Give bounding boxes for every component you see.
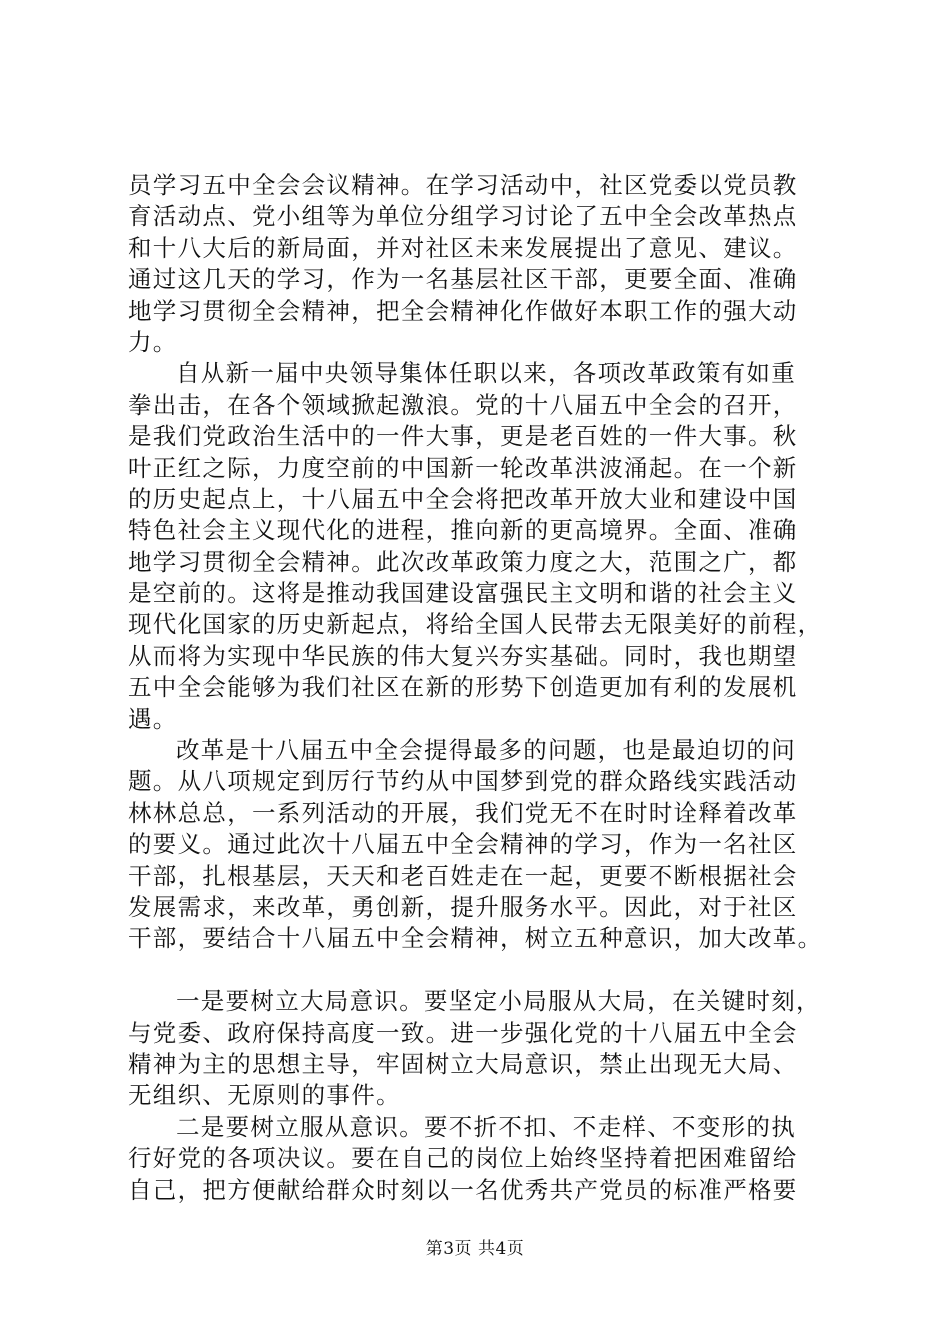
paragraph [128, 170, 848, 358]
paragraph-line: 林林总总，一系列活动的开展，我们党无不在时时诠释着改革 [128, 798, 798, 827]
paragraph-line: 与党委、政府保持高度一致。进一步强化党的十八届五中全会 [128, 1018, 798, 1047]
paragraph-line: 现代化国家的历史新起点，将给全国人民带去无限美好的前程， [128, 610, 823, 639]
paragraph-line: 自从新一届中央领导集体任职以来，各项改革政策有如重 [176, 359, 796, 388]
paragraph-line: 自己，把方便献给群众时刻以一名优秀共产党员的标准严格要 [128, 1175, 798, 1204]
paragraph-line: 一是要树立大局意识。要坚定小局服从大局，在关键时刻， [176, 987, 821, 1016]
paragraph-line: 地学习贯彻全会精神。此次改革政策力度之大，范围之广，都 [128, 547, 798, 576]
paragraph-spacer [128, 955, 848, 986]
paragraph-line: 是空前的。这将是推动我国建设富强民主文明和谐的社会主义 [128, 579, 798, 608]
paragraph-line: 拳出击，在各个领域掀起激浪。党的十八届五中全会的召开， [128, 390, 798, 419]
paragraph-line: 地学习贯彻全会精神，把全会精神化作做好本职工作的强大动 [128, 296, 798, 325]
paragraph-line: 的要义。通过此次十八届五中全会精神的学习，作为一名社区 [128, 830, 798, 859]
paragraph-line: 二是要树立服从意识。要不折不扣、不走样、不变形的执 [176, 1112, 796, 1141]
paragraph-line: 改革是十八届五中全会提得最多的问题，也是最迫切的问 [176, 736, 796, 765]
paragraph-line: 干部，要结合十八届五中全会精神，树立五种意识，加大改革。 [128, 924, 823, 953]
page-footer: 第3页 共4页 [425, 1239, 525, 1259]
paragraph-line: 遇。 [128, 704, 178, 733]
paragraph-line: 题。从八项规定到厉行节约从中国梦到党的群众路线实践活动 [128, 767, 798, 796]
paragraph-line: 的历史起点上，十八届五中全会将把改革开放大业和建设中国 [128, 484, 798, 513]
paragraph [128, 1112, 848, 1206]
document-body [128, 170, 848, 1206]
paragraph-line: 五中全会能够为我们社区在新的形势下创造更加有利的发展机 [128, 673, 798, 702]
paragraph-line: 发展需求，来改革，勇创新，提升服务水平。因此，对于社区 [128, 892, 798, 921]
paragraph-line: 从而将为实现中华民族的伟大复兴夯实基础。同时，我也期望 [128, 641, 798, 670]
paragraph-line: 精神为主的思想主导，牢固树立大局意识，禁止出现无大局、 [128, 1049, 798, 1078]
paragraph [128, 735, 848, 955]
paragraph-line: 行好党的各项决议。要在自己的岗位上始终坚持着把困难留给 [128, 1144, 798, 1173]
paragraph-line: 通过这几天的学习，作为一名基层社区干部，更要全面、准确 [128, 265, 798, 294]
paragraph-line: 和十八大后的新局面，并对社区未来发展提出了意见、建议。 [128, 233, 798, 262]
paragraph-line: 无组织、无原则的事件。 [128, 1081, 401, 1110]
paragraph [128, 986, 848, 1112]
paragraph-line: 叶正红之际，力度空前的中国新一轮改革洪波涌起。在一个新 [128, 453, 798, 482]
paragraph-line: 员学习五中全会会议精神。在学习活动中，社区党委以党员教 [128, 171, 798, 199]
paragraph-line: 特色社会主义现代化的进程，推向新的更高境界。全面、准确 [128, 516, 798, 545]
paragraph-line: 是我们党政治生活中的一件大事，更是老百姓的一件大事。秋 [128, 422, 798, 451]
paragraph-line: 干部，扎根基层，天天和老百姓走在一起，更要不断根据社会 [128, 861, 798, 890]
paragraph-line: 力。 [128, 327, 178, 356]
paragraph-line: 育活动点、党小组等为单位分组学习讨论了五中全会改革热点 [128, 202, 798, 231]
paragraph [128, 358, 848, 735]
